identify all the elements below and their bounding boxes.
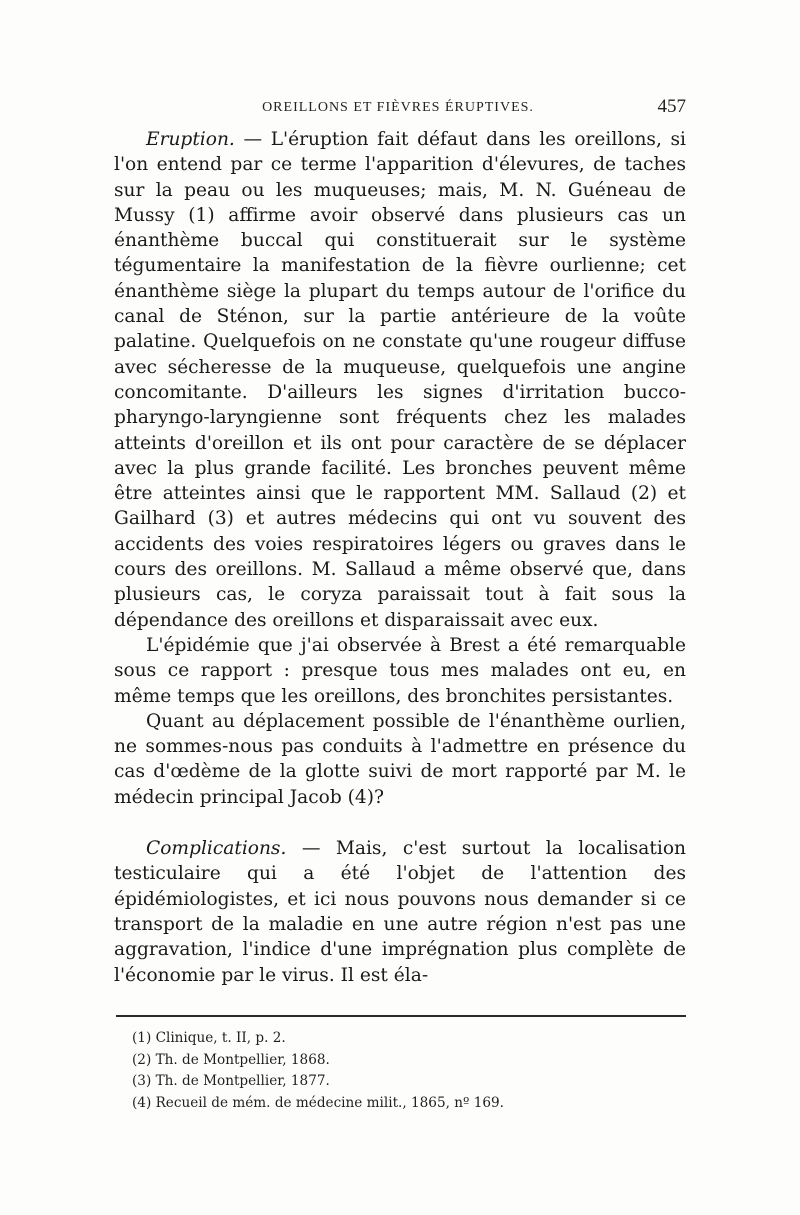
paragraph-eruption [114,127,686,633]
footnote-1: (1) Clinique, t. II, p. 2. [132,1030,286,1046]
body-text [114,127,686,988]
paragraph-complications [114,836,686,988]
footnote-3: (3) Th. de Montpellier, 1877. [132,1073,330,1089]
footnote-rule [116,1015,686,1017]
paragraph-deplacement [114,709,686,810]
paragraph-text-complications: — Mais, c'est surtout la localisation testiculaire qui a été l'objet de l'attention des épidémiologistes, et ici nous pouvons nous demander si ce transport de la maladie en une autre région n'est pas une aggravation, l'indice d'une imprégnation plus complète de l'économie par le virus. Il est éla- [114,838,686,986]
running-head [110,96,686,122]
paragraph-text-epidemie: L'épidémie que j'ai observée à Brest a été remarquable sous ce rapport : presque tous mes malades ont eu, en même temps que les oreillons, des bronchites persistantes. [114,634,686,707]
paragraph-epidemie [114,633,686,709]
footnotes [132,1028,692,1114]
running-title: OREILLONS ET FIÈVRES ÉRUPTIVES. [262,100,534,115]
footnote-2: (2) Th. de Montpellier, 1868. [132,1051,330,1068]
page-number: 457 [657,96,686,117]
paragraph-text-eruption: — L'éruption fait défaut dans les oreillons, si l'on entend par ce terme l'apparition d'élevures, de taches sur la peau ou les muqueuses; mais, M. N. Guéneau de Mussy (1) affirme avoir observé dans plusieurs cas un énanthème buccal qui constituerait sur le système tégumentaire la manifestation de la fièvre ourlienne; cet énanthème siège la plupart du temps autour de l'orifice du canal de Sténon, sur la partie antérieure de la voûte palatine. Quelquefois on ne constate qu'une rougeur diffuse avec sécheresse de la muqueuse, quelquefois une angine concomitante. D'ailleurs les signes d'irritation bucco-pharyngo-laryngienne sont fréquents chez les malades atteints d'oreillon et ils ont pour caractère de se déplacer avec la plus grande facilité. Les bronches peuvent même être atteintes ainsi que le rapportent MM. Sallaud (2) et Gailhard (3) et autres médecins qui ont vu souvent des accidents des voies respiratoires légers ou graves dans le cours des oreillons. M. Sallaud a même observé que, dans plusieurs cas, le coryza paraissait tout à fait sous la dépendance des oreillons et disparaissait avec eux. [114,129,686,631]
paragraph-lead-eruption: Eruption. [146,129,235,150]
paragraph-text-deplacement: Quant au déplacement possible de l'énanthème ourlien, ne sommes-nous pas conduits à l'admettre en présence du cas d'œdème de la glotte suivi de mort rapporté par M. le médecin principal Jacob (4)? [114,710,686,808]
paragraph-lead-complications: Complications. [146,838,287,860]
footnote-4: (4) Recueil de mém. de médecine milit., 1865, nº 169. [132,1094,504,1111]
